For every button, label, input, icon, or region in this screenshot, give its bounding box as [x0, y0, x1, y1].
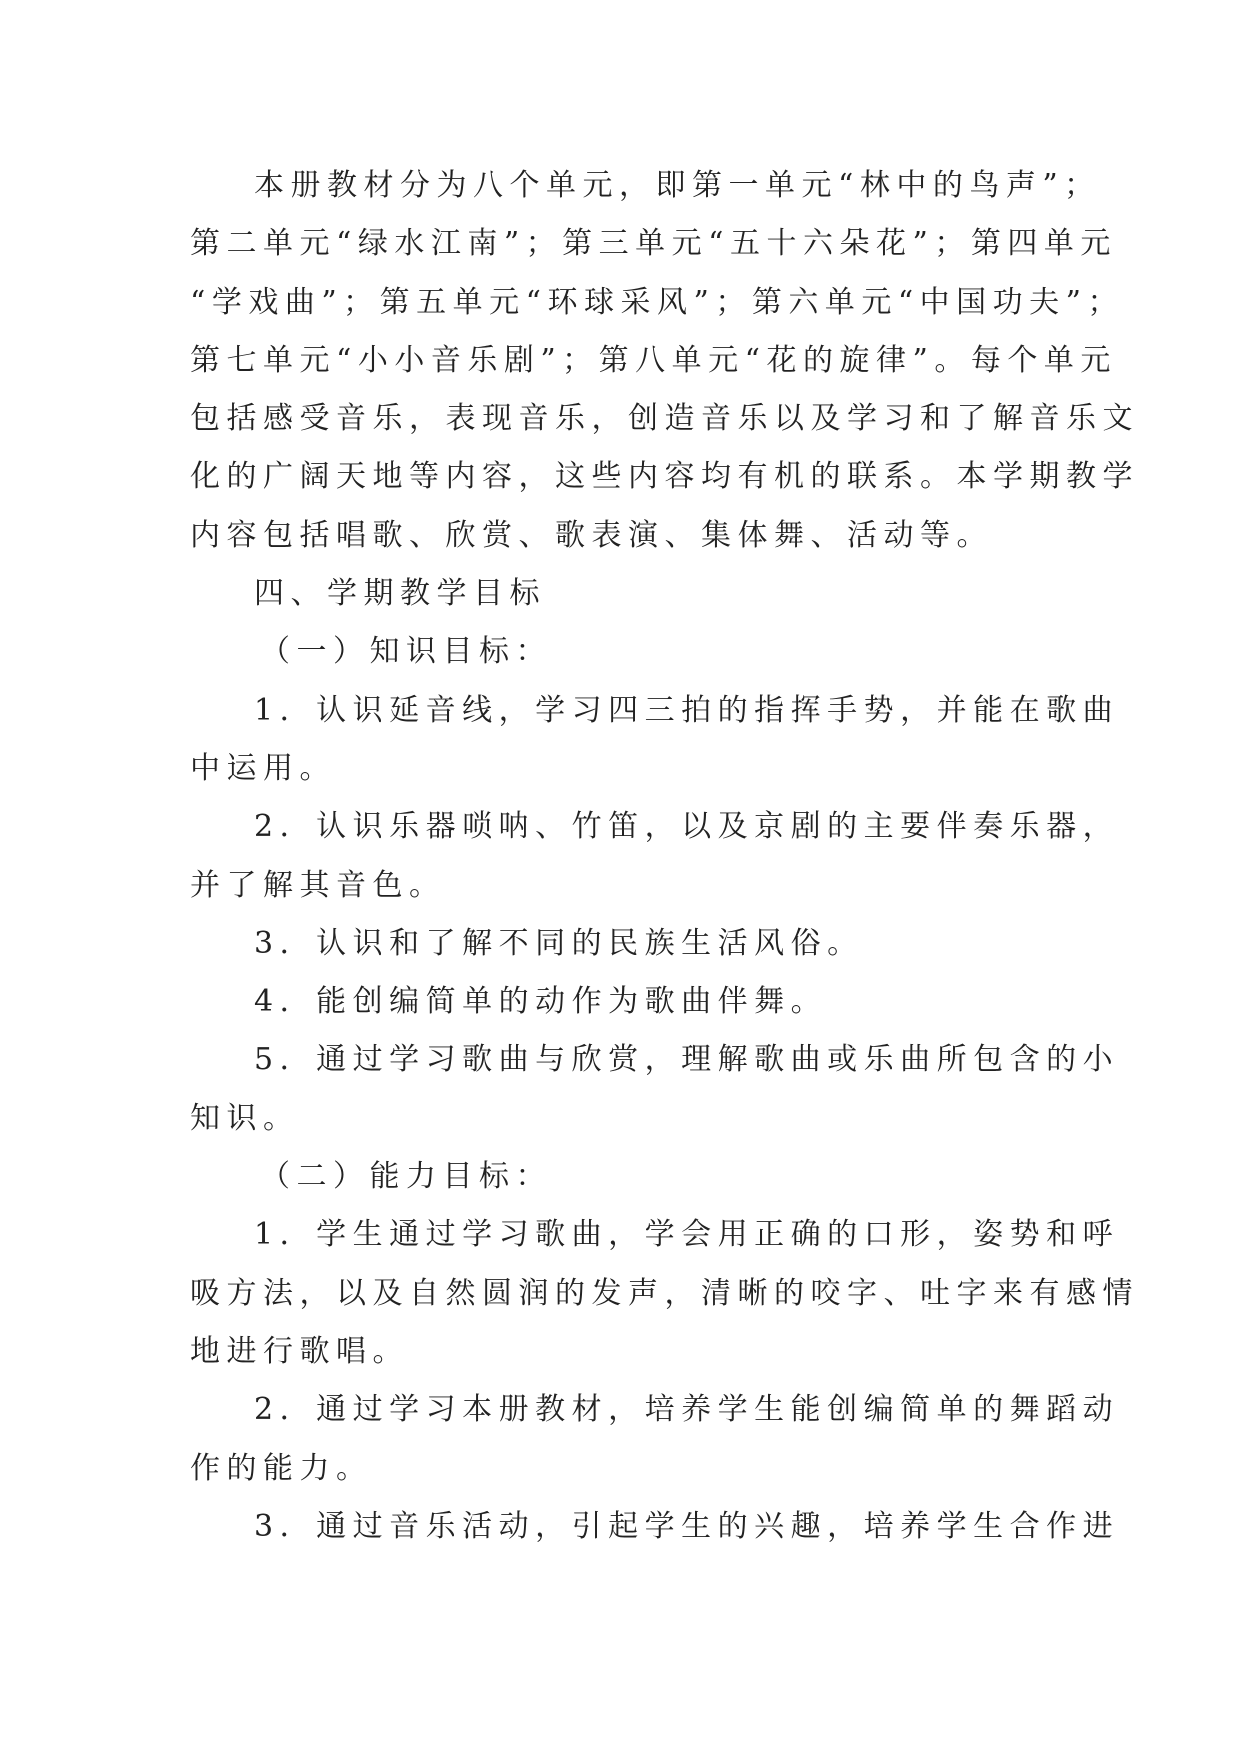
list-item: 3．认识和了解不同的民族生活风俗。	[254, 925, 864, 961]
document-page	[190, 157, 1139, 1556]
list-item: 2．认识乐器唢呐、竹笛，以及京剧的主要伴奏乐器，	[254, 809, 1120, 845]
paragraph-line: 本册教材分为八个单元，即第一单元“林中的鸟声”；	[254, 168, 1101, 203]
list-item-continuation: 知识。	[190, 1100, 300, 1136]
list-item: 4．能创编简单的动作为歌曲伴舞。	[254, 984, 828, 1020]
list-item: 2．通过学习本册教材，培养学生能创编简单的舞蹈动	[254, 1392, 1120, 1428]
list-item: 5．通过学习歌曲与欣赏，理解歌曲或乐曲所包含的小	[254, 1042, 1120, 1078]
list-item-continuation: 作的能力。	[190, 1450, 373, 1486]
paragraph-line: “学戏曲”；第五单元“环球采风”；第六单元“中国功夫”；	[190, 284, 1125, 320]
list-item: 1．认识延音线，学习四三拍的指挥手势，并能在歌曲	[254, 692, 1120, 728]
list-item: 1．学生通过学习歌曲，学会用正确的口形，姿势和呼	[254, 1217, 1120, 1253]
paragraph-line: 第二单元“绿水江南”；第三单元“五十六朵花”；第四单元	[190, 226, 1117, 262]
section-heading: 四、学期教学目标	[254, 576, 546, 612]
paragraph-line: 第七单元“小小音乐剧”；第八单元“花的旋律”。每个单元	[190, 342, 1117, 378]
subsection-heading-ability: （二）能力目标：	[260, 1159, 552, 1195]
paragraph-line: 内容包括唱歌、欣赏、歌表演、集体舞、活动等。	[190, 517, 993, 553]
list-item-continuation: 吸方法，以及自然圆润的发声，清晰的咬字、吐字来有感情	[190, 1275, 1139, 1311]
list-item-continuation: 地进行歌唱。	[190, 1333, 409, 1369]
list-item: 3．通过音乐活动，引起学生的兴趣，培养学生合作进	[254, 1508, 1120, 1544]
list-item-continuation: 并了解其音色。	[190, 867, 446, 903]
paragraph-line: 化的广阔天地等内容，这些内容均有机的联系。本学期教学	[190, 459, 1139, 495]
subsection-heading-knowledge: （一）知识目标：	[260, 634, 552, 670]
list-item-continuation: 中运用。	[190, 750, 336, 786]
paragraph-line: 包括感受音乐，表现音乐，创造音乐以及学习和了解音乐文	[190, 401, 1139, 437]
